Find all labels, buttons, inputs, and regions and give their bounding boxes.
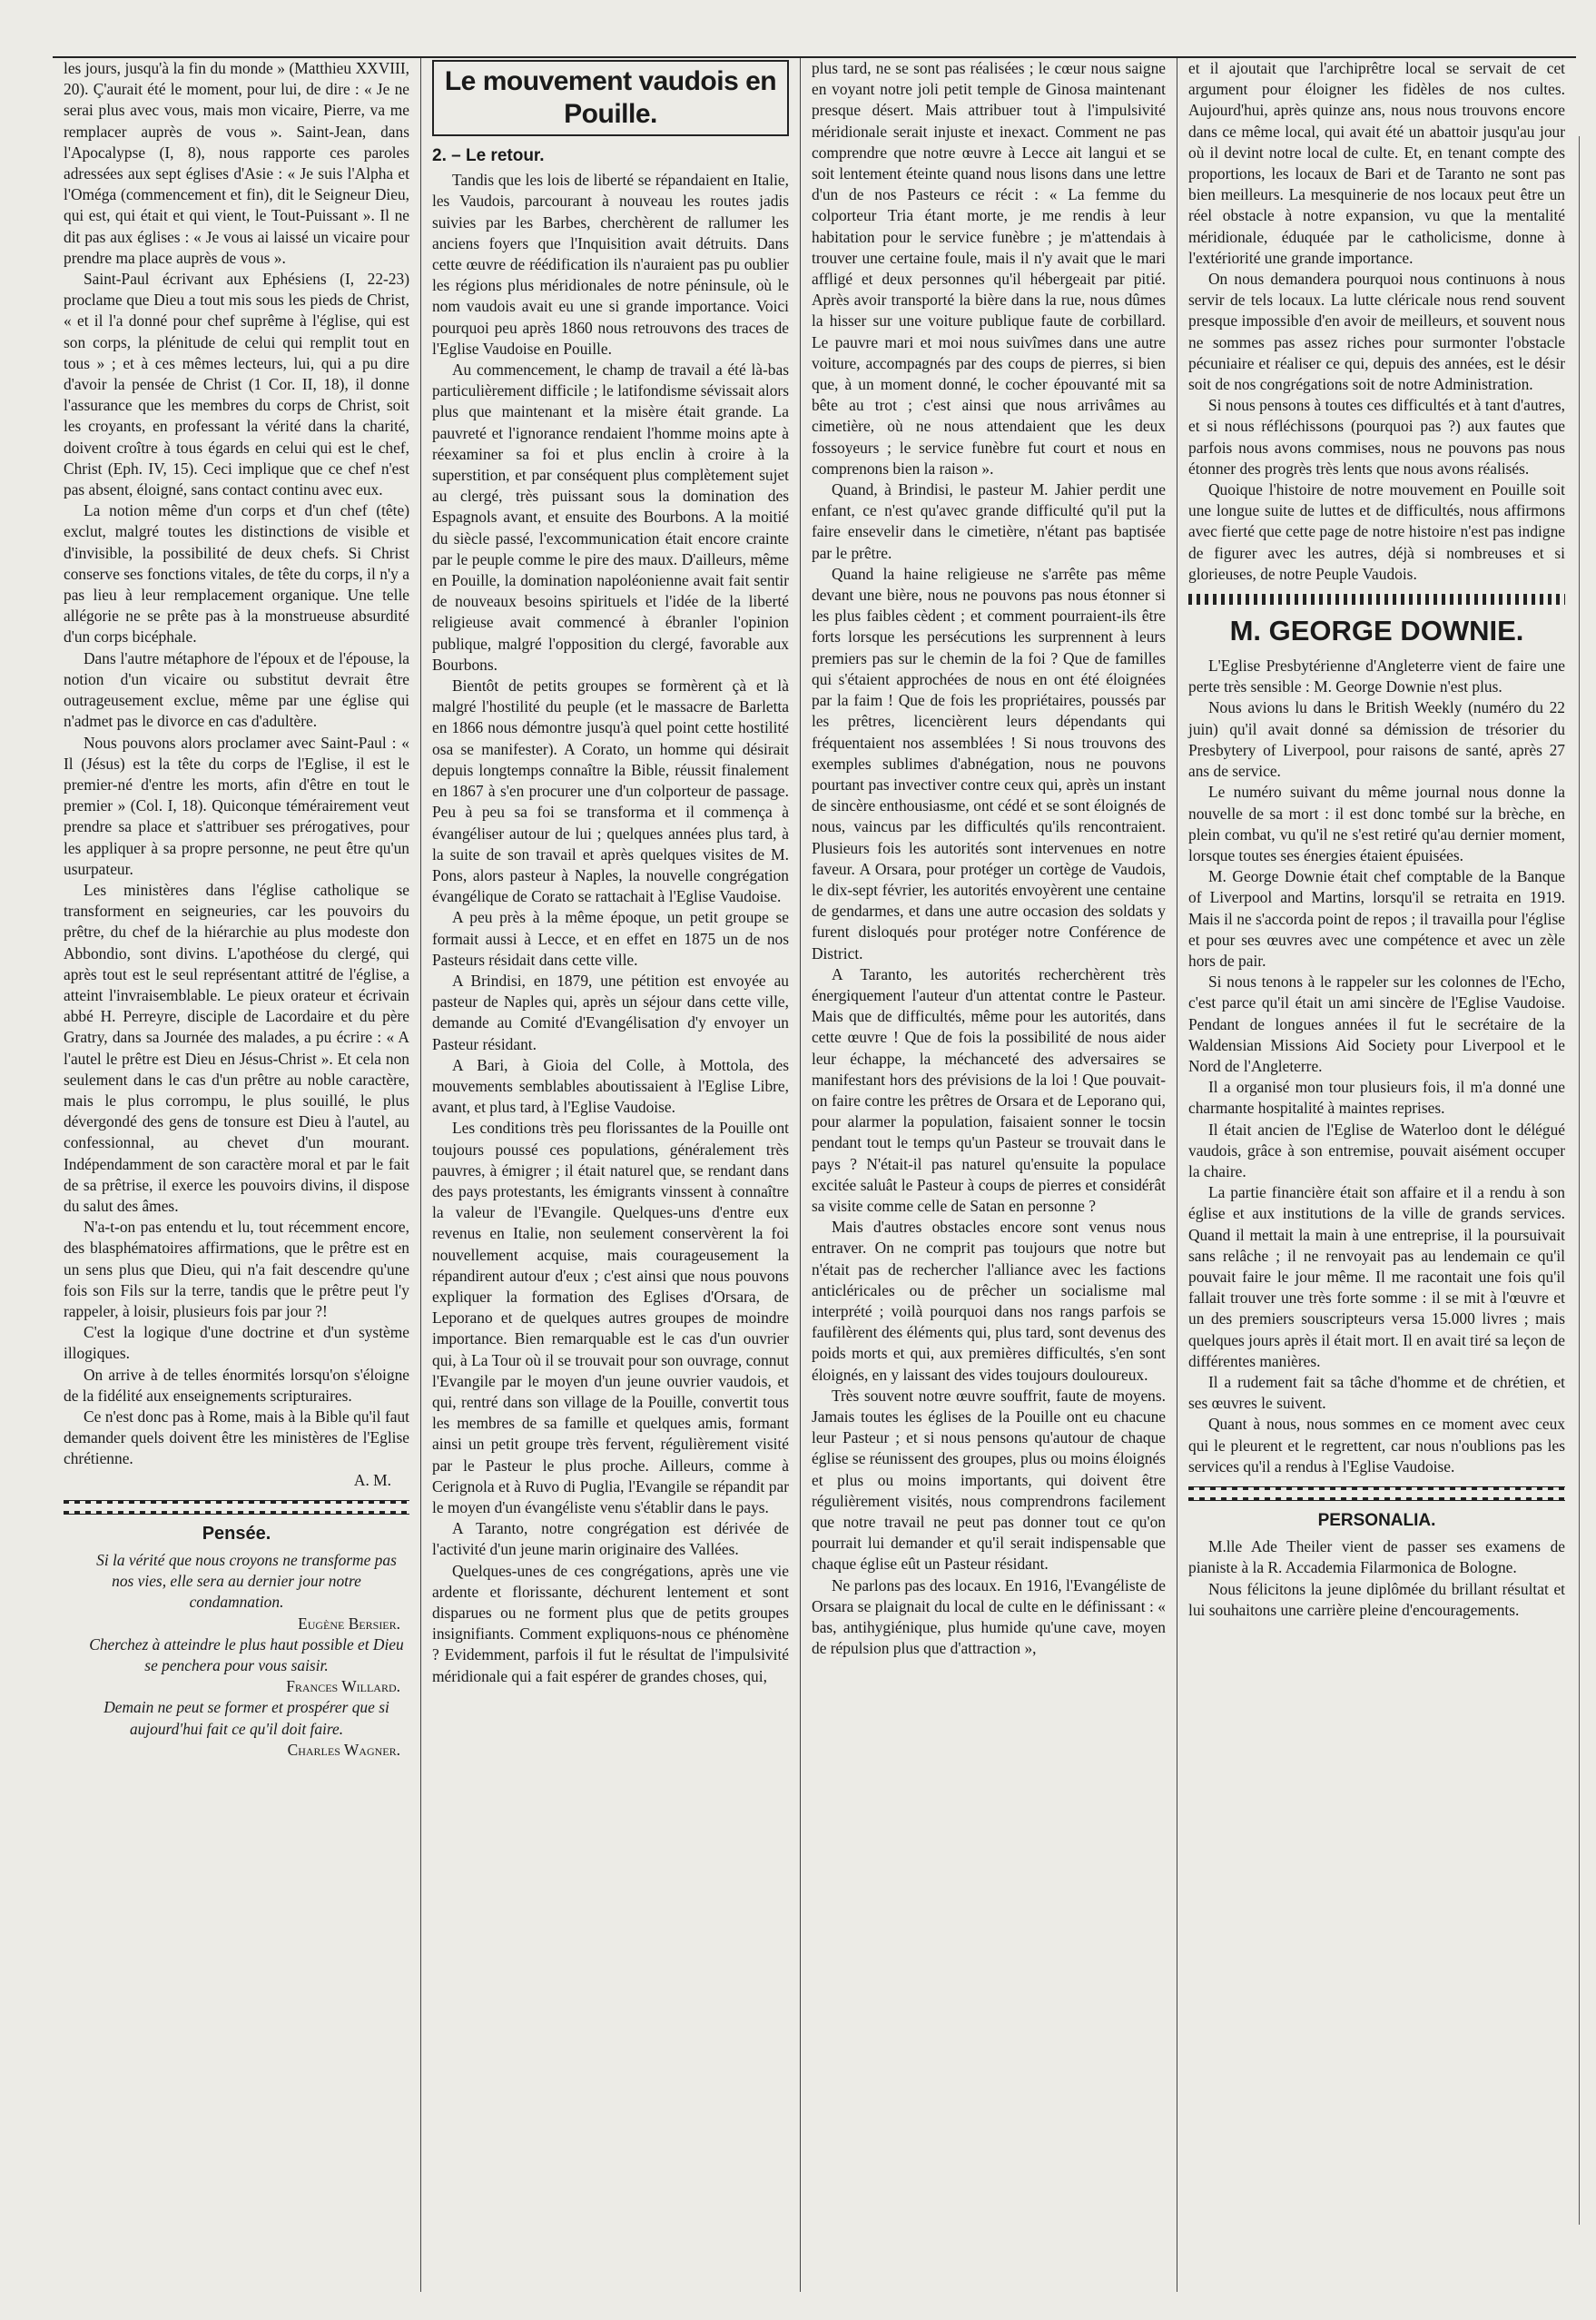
paragraph: L'Eglise Presbytérienne d'Angleterre vient de faire une perte très sensible : M. George Downie n'est plus. [1188, 657, 1565, 696]
quote-author: Charles Wagner. [287, 1740, 400, 1759]
pensee-quote: Cherchez à atteindre le plus haut possible et Dieu se penchera pour vous saisir. [89, 1634, 404, 1675]
personalia-title: PERSONALIA. [1317, 1511, 1436, 1530]
paragraph: Dans l'autre métaphore de l'époux et de l'épouse, la notion d'un vicaire ou substitut devrait être outrageusement exclue, même par une église qui n'admet pas le divorce en cas d'adultère. [64, 648, 409, 731]
paragraph: Les conditions très peu florissantes de la Pouille ont toujours poussé ces populations, généralement très pauvres, à émigrer ; il était naturel que, se rendant dans des pays protestants, les émigrants vinssent à connaître la valeur de l'Evangile. Quelques-uns d'entre eux revenus en Italie, non seulement conservèrent la foi nouvellement acquise, mais courageusement la répandirent autour d'eux ; c'est ainsi que nous pouvons expliquer la formation des Eglises d'Orsara, de Leporano et de quelques autres groupes de moindre importance. Bien remarquable est le cas d'un ouvrier qui, à La Tour où il se trouvait pour son ouvrage, connut l'Evangile par le moyen d'un jeune ouvrier vaudois, et qui, rentré dans son village de la Pouille, convertit tous les membres de sa famille et quelques amis, formant ainsi un petit groupe très fervent, régulièrement visité par le Pasteur le plus proche. Ailleurs, comme à Cerignola et à Ruvo di Puglia, l'Evangile se répandit par le moyen d'un évangéliste venu s'établir dans le pays. [432, 1119, 789, 1516]
top-rule [53, 56, 1576, 58]
column-4 [1177, 58, 1576, 2292]
paragraph: Quant à nous, nous sommes en ce moment avec ceux qui le pleurent et le regrettent, car nous n'oublions pas les services qu'il a rendus à l'Eglise Vaudoise. [1188, 1415, 1565, 1476]
paragraph: C'est la logique d'une doctrine et d'un système illogiques. [64, 1323, 409, 1363]
paragraph: A Taranto, les autorités recherchèrent très énergiquement l'auteur d'un attentat contre le Pasteur. Mais que de difficultés, même pour les autorités, dans cette œuvre ! Que de fois la possibilité de nous aider leur échappe, la méchanceté des adversaires se manifestant hors des prévisions de la loi ! Que pouvait-on faire contre les prêtres de Orsara et de Leporano qui, pour alarmer la population, faisaient sonner le tocsin pendant tout le temps qu'un Pasteur se trouvait dans le pays ? N'était-il pas naturel qu'ensuite la populace excitée saluât le Pasteur à coups de pierres et considérât sa visite comme celle de Satan en personne ? [812, 964, 1166, 1215]
columns [53, 58, 1576, 2292]
paragraph: A Taranto, notre congrégation est dérivée de l'activité d'un jeune marin originaire des Vallées. [432, 1519, 789, 1559]
paragraph: Il a rudement fait sa tâche d'homme et de chrétien, et ses œuvres le suivent. [1188, 1372, 1565, 1413]
paragraph: et il ajoutait que l'archiprêtre local se servait de cet argument pour éloigner les fidèles de nos cultes. Aujourd'hui, après quinze ans, nous nous trouvons encore dans ce même local, qui avait été un abattoir jusqu'au jour où il devint notre local de culte. Et, en tenant compte des proportions, les locaux de Bari et de Taranto ne sont pas bien meilleurs. La mesquinerie de nos locaux peut être un réel obstacle à notre expansion, vu que la mentalité méridionale, éduquée par le catholicisme, donne à l'extériorité une grande importance. [1188, 59, 1565, 267]
paragraph: Ne parlons pas des locaux. En 1916, l'Evangéliste de Orsara se plaignait du local de culte en le définissant : « bas, antihygiénique, plus humide qu'une cave, moyen de répulsion plus que d'attraction », [812, 1575, 1166, 1658]
paragraph: M. George Downie était chef comptable de la Banque of Liverpool and Martins, lorsqu'il se retraita en 1919. Mais il ne s'accorda point de repos ; il travailla pour l'église et pour ses œuvres avec une compétence et avec un zèle hors de pair. [1188, 867, 1565, 970]
paragraph: plus tard, ne se sont pas réalisées ; le cœur nous saigne en voyant notre joli petit temple de Ginosa maintenant presque désert. Mais attribuer tout à l'impulsivité méridionale serait injuste et inexact. Comment ne pas comprendre que notre œuvre à Lecce ait langui et se soit lentement éteinte quand nous lisons dans une lettre d'un de nos Pasteurs ce récit : « La femme du colporteur Tria étant morte, je me rendis à leur habitation pour le service funèbre ; je m'attendais à trouver une certaine foule, mais il n'y avait que le mari affligé et deux personnes qu'il hébergeait par pitié. Après avoir transporté la bière dans la rue, nous dûmes la hisser sur une voiture publique faute de corbillard. Le pauvre mari et moi nous suivîmes dans une autre voiture, accompagnés par des coups de pierres, si bien que, à un moment donné, le cocher épouvanté mit sa bête au trot ; c'est ainsi que nous arrivâmes au cimetière, où ne nous attendaient que les deux fossoyeurs ; le service funèbre fut court et nous en comprenons bien la raison ». [812, 59, 1166, 478]
paragraph: M.lle Ade Theiler vient de passer ses examens de pianiste à la R. Accademia Filarmonica de Bologne. [1188, 1537, 1565, 1577]
downie-title: M. GEORGE DOWNIE. [1229, 615, 1524, 647]
paragraph: On nous demandera pourquoi nous continuons à nous servir de tels locaux. La lutte cléricale nous rend souvent presque impossible d'en avoir de meilleurs, et souvent nous ne sommes pas assez riches pour surmonter l'obstacle pécuniaire et réaliser ce qui, depuis des années, est le désir soit de nos congrégations soit de notre Administration. [1188, 270, 1565, 394]
article-title-vaudois: Le mouvement vaudois en Pouille. [432, 60, 789, 136]
paragraph: N'a-t-on pas entendu et lu, tout récemment encore, des blasphématoires affirmations, que le prêtre est en un sens plus que Dieu, qui n'a fait descendre qu'une fois son Fils sur la terre, tandis que le prêtre peut l'y rappeler, à loisir, plusieurs fois par jour ?! [64, 1218, 409, 1320]
pensee-title: Pensée. [202, 1523, 271, 1544]
pensee-quotes [64, 1550, 409, 1761]
paragraph: Le numéro suivant du même journal nous donne la nouvelle de sa mort : il est donc tombé sur la brèche, en plein combat, vu qu'il ne s'est retiré qu'au dernier moment, lorsque toutes ses énergies étaient épuisées. [1188, 783, 1565, 864]
column-3 [800, 58, 1177, 2292]
paragraph: Quoique l'histoire de notre mouvement en Pouille soit une longue suite de luttes et de difficultés, nous affirmons avec fierté que cette page de notre histoire n'est pas indigne de figurer avec les autres, déjà si nombreuses et si glorieuses, de notre Peuple Vaudois. [1188, 480, 1565, 583]
paragraph: Si nous pensons à toutes ces difficultés et à tant d'autres, et si nous réfléchissons (pourquoi pas ?) aux fautes que parfois nous avons commises, nous ne pouvons pas nous étonner des progrès très lents que nous avons réalisés. [1188, 396, 1565, 478]
paragraph: Il était ancien de l'Eglise de Waterloo dont le délégué vaudois, grâce à son entremise, pouvait aisément occuper la chaire. [1188, 1120, 1565, 1180]
paragraph: A Brindisi, en 1879, une pétition est envoyée au pasteur de Naples qui, après un séjour dans cette ville, demande au Comité d'Evangélisation d'y envoyer un Pasteur résidant. [432, 971, 789, 1053]
paragraph: La partie financière était son affaire et il a rendu à son église et aux institutions de la ville de grands services. Quand il mettait la main à une entreprise, il la poursuivait sans relâche ; il ne renvoyait pas au lendemain ce qu'il pouvait faire le jour même. Il me racontait une fois qu'il fallait trouver une très forte somme : il se mit à l'œuvre et un des premiers souscripteurs versa 15.000 livres ; mais quelques jours après il était mort. Il en avait tiré sa leçon de différentes manières. [1188, 1183, 1565, 1370]
quote-author: Frances Willard. [286, 1677, 400, 1696]
paragraph: A peu près à la même époque, un petit groupe se formait aussi à Lecce, et en effet en 1875 un de nos Pasteurs résidait dans cette ville. [432, 908, 789, 969]
ornament-divider [1188, 594, 1565, 605]
column-1 [53, 58, 420, 2292]
pensee-quote: Demain ne peut se former et prospérer que si aujourd'hui fait ce qu'il doit faire. [103, 1698, 389, 1738]
article-subtitle: 2. – Le retour. [432, 146, 545, 165]
paragraph: A Bari, à Gioia del Colle, à Mottola, des mouvements semblables aboutissaient à l'Eglise Libre, avant, et plus tard, à l'Eglise Vaudoise. [432, 1055, 789, 1117]
paragraph: les jours, jusqu'à la fin du monde » (Matthieu XXVIII, 20). Ç'aurait été le moment, pour lui, de dire : « Je ne serai plus avec vous, mais mon vicaire, Pierre, va me remplacer auprès de vous ». Saint-Jean, dans l'Apocalypse (I, 8), nous rapporte ces paroles adressées aux sept églises d'Asie : « Je suis l'Alpha et l'Oméga (commencement et fin), dit le Seigneur Dieu, qui est, qui était et qui vient, le Tout-Puissant ». Il ne dit pas aux églises : « Je vous ai laissé un vicaire pour prendre ma place auprès de vous ». [64, 59, 409, 267]
paragraph: Très souvent notre œuvre souffrit, faute de moyens. Jamais toutes les églises de la Pouille ont eu chacune leur Pasteur ; et si nous pensons qu'autour de chaque église se réunissent des groupes, plus ou moins éloignés et plus ou moins importants, qui doivent être régulièrement visités, nous comprendrons facilement que notre travail ne peut pas donner tout ce qu'on pourrait lui demander et qu'il serait indispensable que chaque église eût un Pasteur résidant. [812, 1386, 1166, 1574]
ornament-divider [1188, 1486, 1565, 1501]
paragraph: Quelques-unes de ces congrégations, après une vie ardente et florissante, déchurent lentement et sont disparues ou ne forment plus que de petits groupes insignifiants. Comment expliquons-nous ce phénomène ? Evidemment, parfois il fut le résultat de l'impulsivité méridionale qui a fait espérer de grandes choses, qui, [432, 1561, 789, 1685]
paragraph: Nous pouvons alors proclamer avec Saint-Paul : « Il (Jésus) est la tête du corps de l'Eglise, il est le premier-né d'entre les morts, afin d'être en tout le premier » (Col. I, 18). Quiconque témérairement veut prendre sa place et s'attribuer ses prérogatives, pour les appliquer à sa propre personne, ne peut être qu'un usurpateur. [64, 733, 409, 878]
article-signature: A. M. [353, 1470, 391, 1489]
paragraph: Tandis que les lois de liberté se répandaient en Italie, les Vaudois, parcourant à nouveau les routes jadis suivies par les Barbes, cherchèrent de rallumer les anciens foyers que l'Inquisition avait détruits. Dans cette œuvre de réédification ils n'auraient pas pu oublier les régions plus méridionales de notre péninsule, où le nom vaudois avait eu une si grande importance. Voici pourquoi peu après 1860 nous retrouvons des traces de l'Eglise Vaudoise en Pouille. [432, 171, 789, 358]
column-2 [420, 58, 800, 2292]
personalia-article [1188, 1536, 1565, 1621]
quote-author: Eugène Bersier. [298, 1614, 400, 1633]
ornament-divider [64, 1500, 409, 1515]
paragraph: Saint-Paul écrivant aux Ephésiens (I, 22-23) proclame que Dieu a tout mis sous les pieds de Christ, « et il l'a donné pour chef suprême à l'église, qui est son corps, la plénitude de celui qui remplit tout en tous » ; et à ces mêmes lecteurs, lui, qui a pu dire d'avoir la pensée de Christ (1 Cor. II, 18), il donne l'assurance que les membres du corps de Christ, soit les croyants, en professant la vérité dans la charité, doivent croître à tous égards en celui qui est le chef, Christ (Eph. IV, 15). Ceci implique que ce chef n'est pas absent, éloigné, sans contact continu avec eux. [64, 270, 409, 499]
paragraph: Mais d'autres obstacles encore sont venus nous entraver. On ne comprit pas toujours que notre but n'était pas de rechercher l'alliance avec les factions anticléricales ou de prêcher un socialisme mal interprété ; voilà pourquoi dans nos rangs parfois se faufilèrent des éléments qui, plus tard, sont devenus des poids morts et qui, aux premières difficultés, s'en sont éloignés, en y laissant des vides toujours douloureux. [812, 1218, 1166, 1384]
vaudois-article-end [1188, 58, 1565, 585]
paragraph: Si nous tenons à le rappeler sur les colonnes de l'Echo, c'est parce qu'il était un ami sincère de l'Eglise Vaudoise. Pendant de longues années il fut le secrétaire de la Waldensian Missions Aid Society pour Liverpool et le Nord de l'Angleterre. [1188, 972, 1565, 1075]
paragraph: Nous félicitons la jeune diplômée du brillant résultat et lui souhaitons une carrière pleine d'encouragements. [1188, 1579, 1565, 1619]
ministeres-article [64, 58, 409, 1470]
paragraph: Ce n'est donc pas à Rome, mais à la Bible qu'il faut demander quels doivent être les ministères de l'Eglise chrétienne. [64, 1407, 409, 1468]
downie-article [1188, 656, 1565, 1477]
paragraph: Nous avions lu dans le British Weekly (numéro du 22 juin) qu'il avait donné sa démission de trésorier du Presbytery of Liverpool, pour raisons de santé, après 27 ans de service. [1188, 698, 1565, 781]
paragraph: Quand, à Brindisi, le pasteur M. Jahier perdit une enfant, ce n'est qu'avec grande difficulté qu'il put la faire ensevelir dans le cimetière, n'étant pas baptisée par le prêtre. [812, 480, 1166, 562]
vaudois-article-continued [812, 58, 1166, 1659]
paragraph: Les ministères dans l'église catholique se transforment en seigneuries, car les pouvoirs du prêtre, du chef de la hiérarchie au plus modeste don Abbondio, sont divins. L'apothéose du clergé, qui après tout est le seul représentant attitré de l'église, a atteint l'invraisemblable. Le pieux orateur et écrivain abbé H. Perreyre, disciple de Lacordaire et du père Gratry, dans sa Journée des malades, a pu écrire : « A l'autel le prêtre est Dieu en Jésus-Christ ». Et cela non seulement dans le cas d'un prêtre au noble caractère, mais le plus corrompu, le plus souillé, le plus dévergondé des gens de tonsure est Dieu à l'autel, au confessionnal, au chevet d'un mourant. Indépendamment de son caractère moral et par le fait de sa prêtrise, il exerce les pouvoirs divins, il dispose du salut des âmes. [64, 880, 409, 1215]
paragraph: Quand la haine religieuse ne s'arrête pas même devant une bière, nous ne pouvons pas nous étonner si les plus faibles cèdent ; et comment pourraient-ils être forts lorsque les persécutions les surprennent à leurs premiers pas sur le chemin de la foi ? Que de familles qui s'étaient approchées de nous en ont été éloignées par la faim ! Que de fois les propriétaires, poussés par les prêtres, licencièrent leurs dépendants qui fréquentaient nos assemblées ! Si nous trouvons des exemples sublimes d'abnégation, nous ne pouvons pourtant pas invectiver contre ceux qui, après un instant de sincère enthousiasme, ont cédé et se sont éloignés de nous, vaincus par les difficultés qu'ils rencontraient. Plusieurs fois les autorités sont intervenues en notre faveur. A Orsara, pour protéger un cortège de Vaudois, le dix-sept février, les autorités envoyèrent une centaine de gendarmes, et dans une autre occasion des soldats y furent disloqués pour protéger notre Conférence de District. [812, 564, 1166, 963]
vaudois-article-body [432, 170, 789, 1687]
paragraph: On arrive à de telles énormités lorsqu'on s'éloigne de la fidélité aux enseignements scripturaires. [64, 1365, 409, 1405]
paragraph: La notion même d'un corps et d'un chef (tête) exclut, malgré toutes les distinctions de visible et d'invisible, la possibilité de deux chefs. Si Christ conserve ses fonctions vitales, de tête du corps, il n'y a pas lieu à leur remplacement organique. Une telle allégorie ne se prête pas à la monstrueuse absurdité d'un corps bicéphale. [64, 501, 409, 647]
paragraph: Il a organisé mon tour plusieurs fois, il m'a donné une charmante hospitalité à maintes reprises. [1188, 1078, 1565, 1118]
paragraph: Bientôt de petits groupes se formèrent çà et là malgré l'hostilité du peuple (et le massacre de Barletta en 1866 nous démontre jusqu'à quel point cette hostilité osa se manifester). A Corato, un homme qui désirait depuis longtemps connaître la Bible, réussit finalement en 1867 à s'en procurer une d'un colporteur de passage. Peu à peu sa foi se transforma et il commença à évangéliser autour de lui ; quelques années plus tard, à la suite de son travail et après quelques visites de M. Pons, alors pasteur à Naples, la nouvelle congrégation évangélique de Corato se rattachait à l'Eglise Vaudoise. [432, 676, 789, 906]
adjacent-page-edge [1579, 136, 1596, 2225]
pensee-quote: Si la vérité que nous croyons ne transforme pas nos vies, elle sera au dernier jour notre condamnation. [96, 1551, 397, 1612]
paragraph: Au commencement, le champ de travail a été là-bas particulièrement difficile ; le latifondisme sévissait alors plus que maintenant et la misère était grande. La pauvreté et l'ignorance rendaient l'homme moins apte à réexaminer sa foi et plus enclin à croire à la superstition, et par conséquent plus complètement sujet au clergé, très puissant sous la domination des Espagnols avant, et ensuite des Bourbons. A la moitié du siècle passé, l'excommunication était encore crainte par le peuple comme le pire des maux. D'ailleurs, même en Pouille, la domination napoléonienne avait fait sentir de nouveaux besoins spirituels et l'idée de la liberté religieuse avait commencé à ébranler l'opinion publique, malgré l'opposition du clergé, favorable aux Bourbons. [432, 360, 789, 674]
